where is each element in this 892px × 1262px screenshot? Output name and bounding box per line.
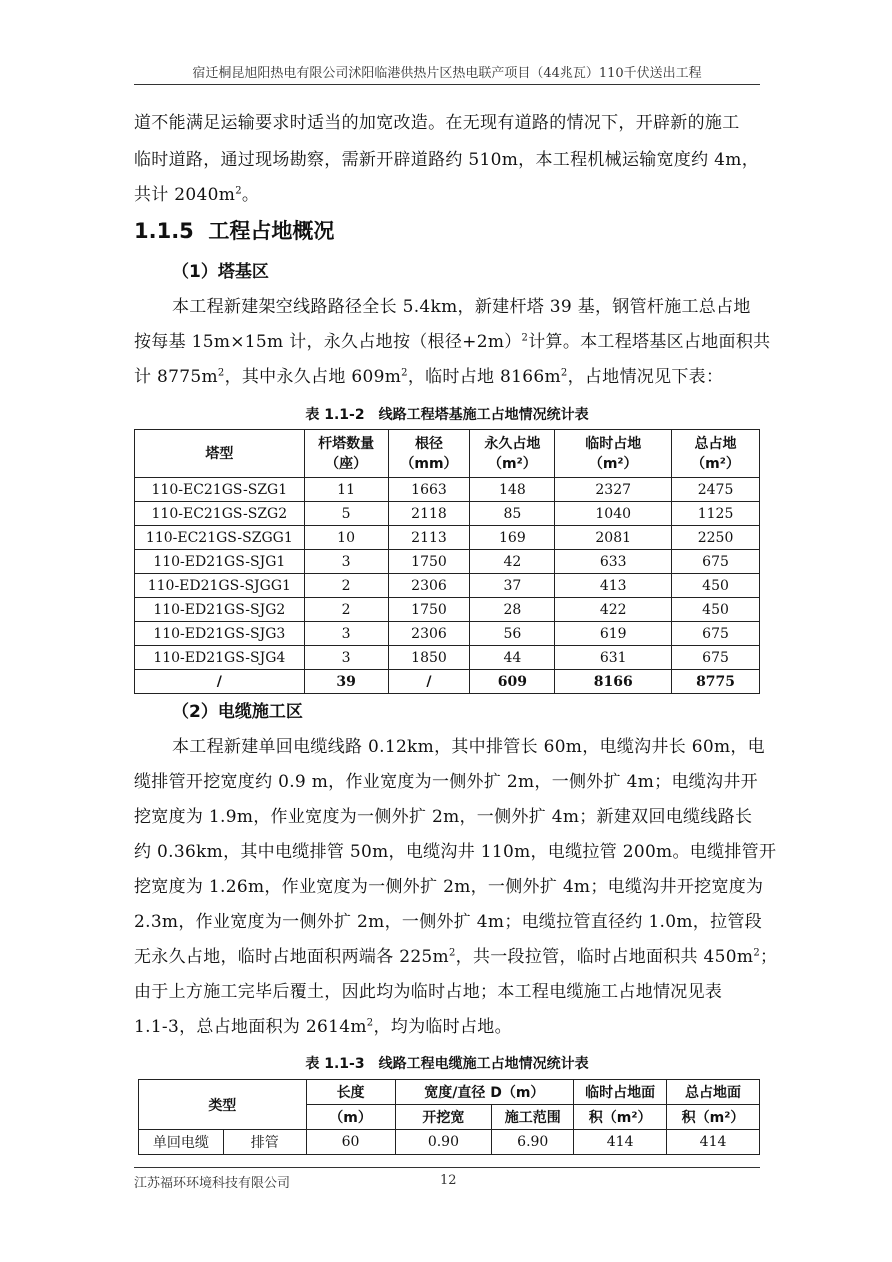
table-cell: 1750 <box>388 550 470 574</box>
table-cell: 609 <box>470 670 555 694</box>
table-cell: 2 <box>304 574 388 598</box>
table-row <box>135 646 760 670</box>
footer-company: 江苏福环环境科技有限公司 <box>134 1176 291 1191</box>
table-cell: 8166 <box>555 670 672 694</box>
table-row <box>135 550 760 574</box>
table-cell: 414 <box>667 1130 760 1155</box>
table1-header-cell: 根径 （mm） <box>388 430 470 478</box>
cable-line-5: 挖宽度为 1.26m，作业宽度为一侧外扩 2m，一侧外扩 4m；电缆沟井开挖宽度为 <box>134 877 764 897</box>
cable-line-1: 本工程新建单回电缆线路 0.12km，其中排管长 60m，电缆沟井长 60m，电 <box>172 737 765 757</box>
table-cell: 8775 <box>672 670 760 694</box>
table-cell: 42 <box>470 550 555 574</box>
table-cell: 2475 <box>672 478 760 502</box>
table-cell: 110-ED21GS-SJGG1 <box>135 574 305 598</box>
cable-line-3: 挖宽度为 1.9m，作业宽度为一侧外扩 2m，一侧外扩 4m；新建双回电缆线路长 <box>134 807 753 827</box>
table-cell: 450 <box>672 598 760 622</box>
table-cell: 85 <box>470 502 555 526</box>
cable-line-7: 无永久占地，临时占地面积两端各 $225m^2$，共一段拉管，临时占地面积共 $450m^2$； <box>134 947 778 967</box>
table-cell: 675 <box>672 550 760 574</box>
table-cell: 413 <box>555 574 672 598</box>
table1-caption: 表 1.1-2 线路工程塔基施工占地情况统计表 <box>305 407 589 423</box>
table-cell: 44 <box>470 646 555 670</box>
table2-header-width: 宽度/直径 D（m） <box>395 1080 574 1105</box>
table-cell: 1125 <box>672 502 760 526</box>
table-row <box>135 622 760 646</box>
table2-header-temp: 临时占地面 <box>574 1080 667 1105</box>
table-cell: 110-EC21GS-SZG2 <box>135 502 305 526</box>
table-cell: 11 <box>304 478 388 502</box>
table-cell: 37 <box>470 574 555 598</box>
cable-line-9: 1.1-3，总占地面积为 $2614m^2$，均为临时占地。 <box>134 1017 512 1037</box>
table-cell: 110-ED21GS-SJG3 <box>135 622 305 646</box>
cable-subtitle: （2）电缆施工区 <box>172 702 303 722</box>
page-header: 宿迁桐昆旭阳热电有限公司沭阳临港供热片区热电联产项目（44兆瓦）110千伏送出工程 <box>192 66 702 81</box>
table-cell: 675 <box>672 646 760 670</box>
table-row <box>135 574 760 598</box>
section-title: 1.1.5 工程占地概况 <box>134 219 335 243</box>
intro-line-2: 临时道路，通过现场勘察，需新开辟道路约 510m，本工程机械运输宽度约 4m， <box>134 150 760 170</box>
table-cell: 633 <box>555 550 672 574</box>
table2-header-length-unit: （m） <box>306 1105 395 1130</box>
table-row <box>135 478 760 502</box>
table-cell: 0.90 <box>395 1130 492 1155</box>
table-cell: 148 <box>470 478 555 502</box>
table-cell: 2081 <box>555 526 672 550</box>
table-cell: 2118 <box>388 502 470 526</box>
table2-caption: 表 1.1-3 线路工程电缆施工占地情况统计表 <box>305 1056 589 1072</box>
table1-header-cell: 塔型 <box>135 430 305 478</box>
table-cell: 110-ED21GS-SJG2 <box>135 598 305 622</box>
table-cell: 110-ED21GS-SJG4 <box>135 646 305 670</box>
header-rule <box>134 84 760 85</box>
table-cell: 450 <box>672 574 760 598</box>
table-cell: 110-EC21GS-SZGG1 <box>135 526 305 550</box>
cable-land-table <box>138 1079 760 1155</box>
table-cell: 39 <box>304 670 388 694</box>
table-cell: 110-ED21GS-SJG1 <box>135 550 305 574</box>
table-row <box>135 598 760 622</box>
table-cell: 10 <box>304 526 388 550</box>
table-cell: 单回电缆 <box>139 1130 224 1155</box>
table2-header-range: 施工范围 <box>492 1105 574 1130</box>
table-row <box>135 502 760 526</box>
table-cell: 2306 <box>388 574 470 598</box>
table-cell: 56 <box>470 622 555 646</box>
table-cell: / <box>388 670 470 694</box>
table-cell: 2250 <box>672 526 760 550</box>
table-cell: 110-EC21GS-SZG1 <box>135 478 305 502</box>
intro-line-3: 共计 $2040m^2$。 <box>134 185 260 205</box>
table-row <box>139 1130 760 1155</box>
table2-header-length: 长度 <box>306 1080 395 1105</box>
table-row <box>135 526 760 550</box>
table2-header-total: 总占地面 <box>667 1080 760 1105</box>
table-cell: 1663 <box>388 478 470 502</box>
table1-header-cell: 永久占地 （m²） <box>470 430 555 478</box>
table-cell: 2113 <box>388 526 470 550</box>
table-cell: 414 <box>574 1130 667 1155</box>
table-cell: / <box>135 670 305 694</box>
table-cell: 169 <box>470 526 555 550</box>
table-total-row <box>135 670 760 694</box>
table-cell: 675 <box>672 622 760 646</box>
page-number: 12 <box>440 1173 457 1188</box>
table-cell: 2 <box>304 598 388 622</box>
table2-header-total-unit: 积（m²） <box>667 1105 760 1130</box>
table-cell: 5 <box>304 502 388 526</box>
table2-header-excav: 开挖宽 <box>395 1105 492 1130</box>
tower-subtitle: （1）塔基区 <box>172 262 269 282</box>
table-cell: 631 <box>555 646 672 670</box>
table2-header-temp-unit: 积（m²） <box>574 1105 667 1130</box>
tower-land-table <box>134 429 760 694</box>
table-cell: 60 <box>306 1130 395 1155</box>
table1-header-cell: 总占地 （m²） <box>672 430 760 478</box>
table1-header-row <box>135 430 760 478</box>
table-cell: 422 <box>555 598 672 622</box>
intro-line-1: 道不能满足运输要求时适当的加宽改造。在无现有道路的情况下，开辟新的施工 <box>134 113 740 133</box>
tower-line-1: 本工程新建架空线路路径全长 5.4km，新建杆塔 39 基，钢管杆施工总占地 <box>172 297 751 317</box>
table-cell: 2306 <box>388 622 470 646</box>
table-cell: 619 <box>555 622 672 646</box>
table2-header-type: 类型 <box>139 1080 307 1130</box>
table-cell: 1040 <box>555 502 672 526</box>
footer-rule <box>134 1167 760 1168</box>
table-cell: 3 <box>304 646 388 670</box>
table-cell: 2327 <box>555 478 672 502</box>
cable-line-2: 缆排管开挖宽度约 0.9 m，作业宽度为一侧外扩 2m，一侧外扩 4m；电缆沟井开 <box>134 772 758 792</box>
table-cell: 3 <box>304 550 388 574</box>
table-cell: 28 <box>470 598 555 622</box>
table1-header-cell: 杆塔数量 （座） <box>304 430 388 478</box>
cable-line-6: 2.3m，作业宽度为一侧外扩 2m，一侧外扩 4m；电缆拉管直径约 1.0m，拉管段 <box>134 912 762 932</box>
tower-line-2: 按每基 15m×15m 计，永久占地按（根径+2m）$^2$计算。本工程塔基区占地面积共 <box>134 332 771 352</box>
table-cell: 6.90 <box>492 1130 574 1155</box>
table-cell: 3 <box>304 622 388 646</box>
tower-line-3: 计 $8775m^2$，其中永久占地 $609m^2$，临时占地 $8166m^2$，占地情况见下表： <box>134 367 724 387</box>
table-cell: 排管 <box>223 1130 306 1155</box>
table1-header-cell: 临时占地 （m²） <box>555 430 672 478</box>
cable-line-4: 约 0.36km，其中电缆排管 50m，电缆沟井 110m，电缆拉管 200m。电缆排管开 <box>134 842 777 862</box>
table-cell: 1850 <box>388 646 470 670</box>
table-cell: 1750 <box>388 598 470 622</box>
cable-line-8: 由于上方施工完毕后覆土，因此均为临时占地；本工程电缆施工占地情况见表 <box>134 982 723 1002</box>
